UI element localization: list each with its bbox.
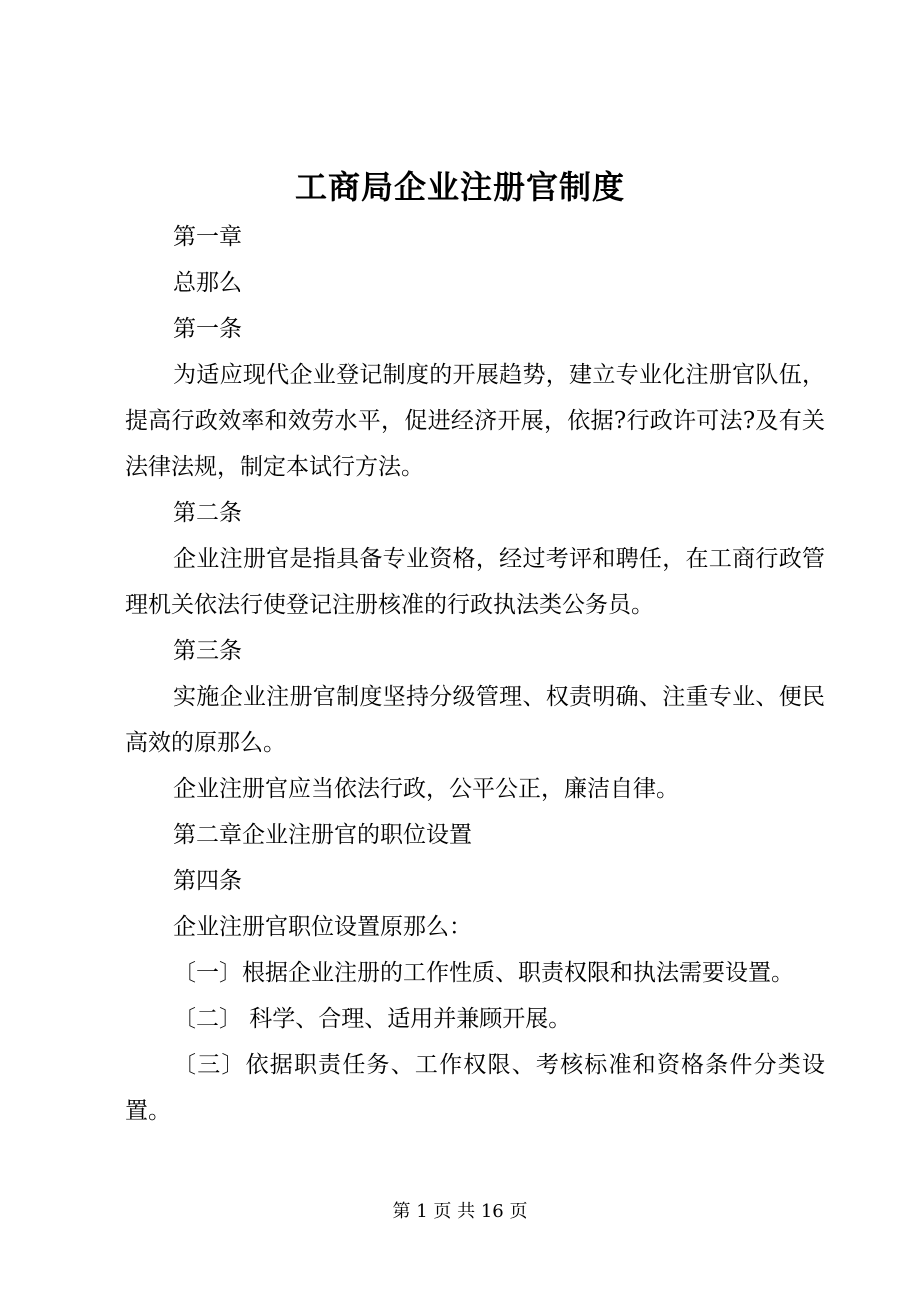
list-item: 〔二〕 科学、合理、适用并兼顾开展。 [173,1006,572,1032]
article-heading: 第三条 [173,638,242,664]
article-heading: 第二条 [173,500,242,526]
article-text: 企业注册官是指具备专业资格，经过考评和聘任，在工商行政管理机关依法行使登记注册核准的行政执法类公务员。 [125,546,825,618]
list-item: 〔一〕根据企业注册的工作性质、职责权限和执法需要设置。 [173,960,794,986]
article-text: 实施企业注册官制度坚持分级管理、权责明确、注重专业、便民高效的原那么。 [125,684,825,756]
document-body [125,214,825,1134]
page-number-footer: 第 1 页 共 16 页 [392,1201,528,1222]
article-text: 企业注册官应当依法行政，公平公正，廉洁自律。 [173,776,679,802]
chapter-heading: 第一章 [173,224,242,250]
list-item: 〔三〕依据职责任务、工作权限、考核标准和资格条件分类设置。 [125,1052,825,1124]
chapter-heading: 第二章企业注册官的职位设置 [173,822,472,848]
article-text: 为适应现代企业登记制度的开展趋势，建立专业化注册官队伍，提高行政效率和效劳水平，促进经济开展，依据?行政许可法?及有关法律法规，制定本试行方法。 [125,362,825,480]
article-heading: 第一条 [173,316,242,342]
article-heading: 第四条 [173,868,242,894]
document-title: 工商局企业注册官制度 [294,168,625,206]
article-text: 企业注册官职位设置原那么： [173,914,472,940]
section-heading: 总那么 [173,270,242,296]
